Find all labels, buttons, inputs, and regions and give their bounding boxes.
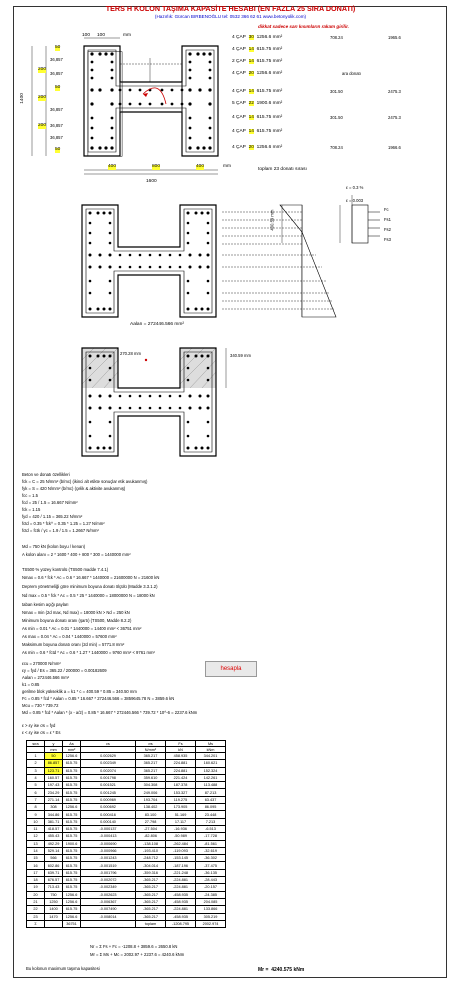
results-table — [26, 740, 226, 928]
strain-4: k1 = 0.85 — [22, 682, 40, 687]
dim-270: 270.28 mm — [120, 351, 141, 356]
fc-label: Fc — [384, 207, 389, 212]
table-row: 23 1470 1256.6 -0.008014 -365.217 -458.935 305.219 — [27, 913, 226, 920]
yellow-input-1[interactable]: 50 — [55, 45, 61, 50]
table-row: 17 639.71 615.75 -0.001796 -359.316 -221.248 -36.135 — [27, 869, 226, 876]
eps-label: ε = 0.3 % — [346, 185, 364, 190]
table-row: 7 271.14 615.75 0.000969 193.704 119.275 63.437 — [27, 796, 226, 803]
row-9: 4 ÇAP 20 1256.6 mm² — [232, 145, 283, 150]
md-line: Md = 750 kN (kolon boyu / kenarı) — [22, 544, 86, 549]
fs3-label: Fs3 — [384, 237, 391, 242]
table-row: 2 86.857 615.75 0.002349 365.217 224.881 160.621 — [27, 760, 226, 767]
check-5: taban kesim açığı payları — [22, 602, 69, 607]
table-row: 22 1400 615.75 -0.007490 -365.217 -224.881 133.866 — [27, 906, 226, 913]
extra-5: 301.50 — [330, 115, 343, 120]
eps-cu-label: ε = 0.003 — [346, 198, 364, 203]
table-row: 9 344.86 615.75 0.000416 83.100 51.169 23.448 — [27, 811, 226, 818]
table-row: 18 676.57 615.75 -0.002072 -365.217 -224.881 -28.443 — [27, 877, 226, 884]
table-row: 1 50 1256.6 0.002629 365.217 458.935 344.201 — [27, 753, 226, 760]
strain-7: Mcu = 730 * 739.72 — [22, 703, 59, 708]
result-value: Mr = 4240.575 kNm — [258, 967, 305, 973]
side-value-1: 36,857 — [50, 57, 63, 62]
col-sira: sıra — [27, 741, 45, 747]
eps-cond-2: ε < εy ise σs = ε * Es — [22, 730, 61, 735]
row-5: 4 ÇAP 14 615.75 mm² — [232, 89, 283, 94]
dim-top-2: 100 — [97, 33, 106, 38]
materials-heading: Beton ve donatı özellikleri — [22, 472, 70, 477]
area-line: A kolon alanı = 2 * 1600 * 400 + 800 * 300 = 1440000 mm² — [22, 552, 131, 557]
table-row: 16 602.86 615.75 -0.001519 -304.014 -187.196 -37.475 — [27, 862, 226, 869]
side-value-5: 36,857 — [50, 135, 63, 140]
strain-3: Aalan = 272446.566 mm² — [22, 675, 70, 680]
mat-line-7: fctd = 0.35 * fck^ = 0.35 * 1.25 = 1.27 N/mm² — [22, 521, 105, 526]
col-ms: Ms — [196, 741, 226, 747]
mat-line-6: fyd = 420 / 1.15 = 365.22 N/mm² — [22, 514, 83, 519]
side-value-2: 36,857 — [50, 71, 63, 76]
summary-nr: Nr = Σ Fs + Fc = -1208.8 + 3859.6 = 2650.8 kN — [90, 944, 178, 949]
extra-1: 708.24 — [330, 35, 343, 40]
check-3: Deprem yönetmeliği göre minimum boyuna donatı ölçülü (Madde 3.3.1.2) — [22, 584, 158, 589]
summary-mr: Mr = Σ Ms + Mc = 2002.97 + 2237.6 = 4240.6 kNm — [90, 952, 185, 957]
mat-line-8: fctd = fctk / γc = 1.9 / 1.5 = 1.2667 N/mm² — [22, 528, 99, 533]
bottom-dim-2[interactable]: 800 — [152, 164, 161, 169]
strain-6: Fc = 0.85 * fcd * Aalan = 0.85 * 16.667 * 272446.566 = 3859645.78 N = 3859.6 kN — [22, 696, 175, 701]
table-total-row: Σ 36751 toplam -1208.795 2002.974 — [27, 920, 226, 927]
table-row: 13 492.29 1900.6 -0.000690 -138.108 -262.484 -81.561 — [27, 840, 226, 847]
check-6: Nmax = min (2d max, Nd max) = 18000 kN > Nd = 250 kN — [22, 610, 130, 615]
bottom-dim-1[interactable]: 400 — [108, 164, 117, 169]
table-body — [27, 753, 226, 921]
dim-340: 340.59 mm — [230, 353, 251, 358]
mat-line-1: fck = C = 25 N/mm² (b/mc) (ikinci alt etikte sonuçlar etik avukanmış) — [22, 479, 148, 484]
section-3-drawing — [82, 348, 226, 456]
total-width: 1600 — [146, 179, 157, 184]
col-sigma: σs — [136, 741, 166, 747]
table-row: 21 1250 1256.6 -0.006367 -365.217 -458.935 204.085 — [27, 898, 226, 905]
row-1: 4 ÇAP 30 1256.6 mm² — [232, 35, 283, 40]
mat-line-3: fcc = 1.5 — [22, 493, 38, 498]
strain-5: gerilme blok yükseklik a = k1 * c = 400.59 * 0.85 = 340.50 mm — [22, 689, 137, 694]
check-4: Nd max = 0.5 * fck * Ac = 0.5 * 25 * 1440000 = 18000000 N = 18000 kN — [22, 593, 155, 598]
strain-8: Md = 0.85 * fcd * Aalan * (x - a/2) = 0.85 * 16.667 * 272446.566 * 739.72 * 10^-6 = 2237.6 kNm — [22, 710, 198, 715]
extra-6: 2475.3 — [388, 115, 401, 120]
table-row: 3 123.71 615.75 0.002074 365.217 224.881 152.324 — [27, 767, 226, 774]
strain-2: εy = fyd / Es = 365.22 / 200000 = 0.00182609 — [22, 668, 107, 673]
check-9: As max = 0.04 * Ac = 0.04 * 1440000 = 57600 mm² — [22, 634, 117, 639]
extra-7: 708.24 — [330, 145, 343, 150]
check-1: TS500 % yüzey kontrolü (TS500 madde 7.4.1) — [22, 567, 109, 572]
check-8: As min = 0.01 * Ac = 0.01 * 1440000 = 14400 mm² < 36751 mm² — [22, 626, 142, 631]
page-title: TERS H KOLON TAŞIMA KAPASİTE HESABI (EN FAZLA 25 SIRA DONATI) — [105, 4, 356, 13]
fs1-label: Fs1 — [384, 217, 391, 222]
table-row: 14 529.14 615.75 -0.000966 -193.410 -119.093 -32.619 — [27, 847, 226, 854]
eps-cond-1: ε > εy ise σs = fyd — [22, 723, 56, 728]
ara-donati-label: ara donatı — [342, 71, 361, 76]
table-row: 6 234.29 615.75 0.001245 249.006 153.327 87.213 — [27, 789, 226, 796]
strain-1: εcu = 270000 N/mm² — [22, 661, 61, 666]
neutral-axis-depth: 400.59 mm — [269, 209, 275, 231]
col-as: As — [63, 741, 81, 747]
side-dim-3[interactable]: 200 — [38, 123, 47, 128]
row-8: 4 ÇAP 14 615.75 mm² — [232, 129, 283, 134]
result-label: Bu kolonun maximum taşıma kapasitesi — [26, 966, 100, 971]
author-line: (Hazırlık: Gürcan BIRBENOĞLU tel: 0532 366 62 61 www.betonyolik.com) — [154, 14, 307, 19]
table-row: 5 197.43 615.75 0.001521 304.308 187.378 113.488 — [27, 782, 226, 789]
col-fs: Fs — [166, 741, 196, 747]
side-height: 1400 — [19, 93, 25, 104]
row-3: 2 ÇAP 14 615.75 mm² — [232, 59, 283, 64]
row-6: 5 ÇAP 22 1900.6 mm² — [232, 101, 283, 106]
check-11: As min = 0.6 * fctd * Ac = 0.6 * 1.27 * 1440000 = 9760 mm² < 9761 mm² — [22, 650, 155, 655]
table-row: 19 713.43 615.75 -0.002349 -365.217 -224.881 -20.157 — [27, 884, 226, 891]
side-dim-1[interactable]: 200 — [38, 67, 47, 72]
aalan-text: Aalan = 272446.566 mm² — [130, 322, 185, 327]
side-value-3: 36,857 — [50, 107, 63, 112]
table-row: 12 455.43 615.75 -0.000413 -82.806 -50.989 -17.728 — [27, 833, 226, 840]
check-10: Maksimum boyuna donatı oranı (2d min) = 5771.8 mm² — [22, 642, 125, 647]
row-7: 4 ÇAP 14 615.75 mm² — [232, 115, 283, 120]
input-note: dikkat sadece sarı kısımların rakam girilir. — [258, 24, 349, 29]
table-row: 10 381.71 615.75 0.000140 27.798 17.117 7.213 — [27, 818, 226, 825]
yellow-input-3[interactable]: 50 — [55, 147, 61, 152]
col-eps: εs — [81, 741, 136, 747]
mat-line-5: fck = 1.15 — [22, 507, 41, 512]
check-7: Minimum boyuna donatı oranı (şartı) (TS500, Madde 8.2.2) — [22, 618, 132, 623]
dim-top-1: 100 — [82, 33, 91, 38]
table-row: 8 308 1256.6 0.000692 138.402 173.905 86.095 — [27, 804, 226, 811]
bottom-dim-3[interactable]: 400 — [196, 164, 205, 169]
side-dim-2[interactable]: 200 — [38, 95, 47, 100]
extra-8: 1966.6 — [388, 145, 401, 150]
table-units-row: mm mm² N/mm² kN kNm — [27, 747, 226, 753]
toplam-label: toplam 23 donatı sırası — [258, 167, 307, 172]
mat-line-4: fcd = 25 / 1.5 = 16.667 N/mm² — [22, 500, 78, 505]
extra-2: 1965.6 — [388, 35, 401, 40]
check-2: Nmax = 0.6 * fck * Ac = 0.6 * 16.667 * 1440000 = 21600000 N = 21600 kN — [22, 575, 160, 580]
extra-4: 2475.3 — [388, 89, 401, 94]
bottom-dim-unit: mm — [223, 164, 231, 169]
table-row: 4 160.57 615.75 0.001798 359.610 221.424 142.261 — [27, 774, 226, 781]
col-y: y — [45, 741, 63, 747]
row-4: 4 ÇAP 20 1256.6 mm² — [232, 71, 283, 76]
table-row: 15 566 615.75 -0.001243 -248.712 -153.145 -36.302 — [27, 855, 226, 862]
hesapla-button[interactable]: hesapla — [205, 661, 257, 677]
fs2-label: Fs2 — [384, 227, 391, 232]
row-2: 4 ÇAP 14 615.75 mm² — [232, 47, 283, 52]
side-value-4: 36,857 — [50, 123, 63, 128]
yellow-input-2[interactable]: 50 — [55, 85, 61, 90]
table-row: 11 418.57 615.75 -0.000137 -27.504 -16.936 -6.513 — [27, 825, 226, 832]
table-row: 20 750 1256.6 -0.002623 -365.217 -458.935 -24.385 — [27, 891, 226, 898]
extra-3: 301.50 — [330, 89, 343, 94]
section-2-drawing — [82, 195, 380, 317]
mat-line-2: fyk = S = 420 N/mm² (b/mc) (çelik & aktivite avukanmış) — [22, 486, 126, 491]
dim-top-unit: mm — [123, 33, 131, 38]
